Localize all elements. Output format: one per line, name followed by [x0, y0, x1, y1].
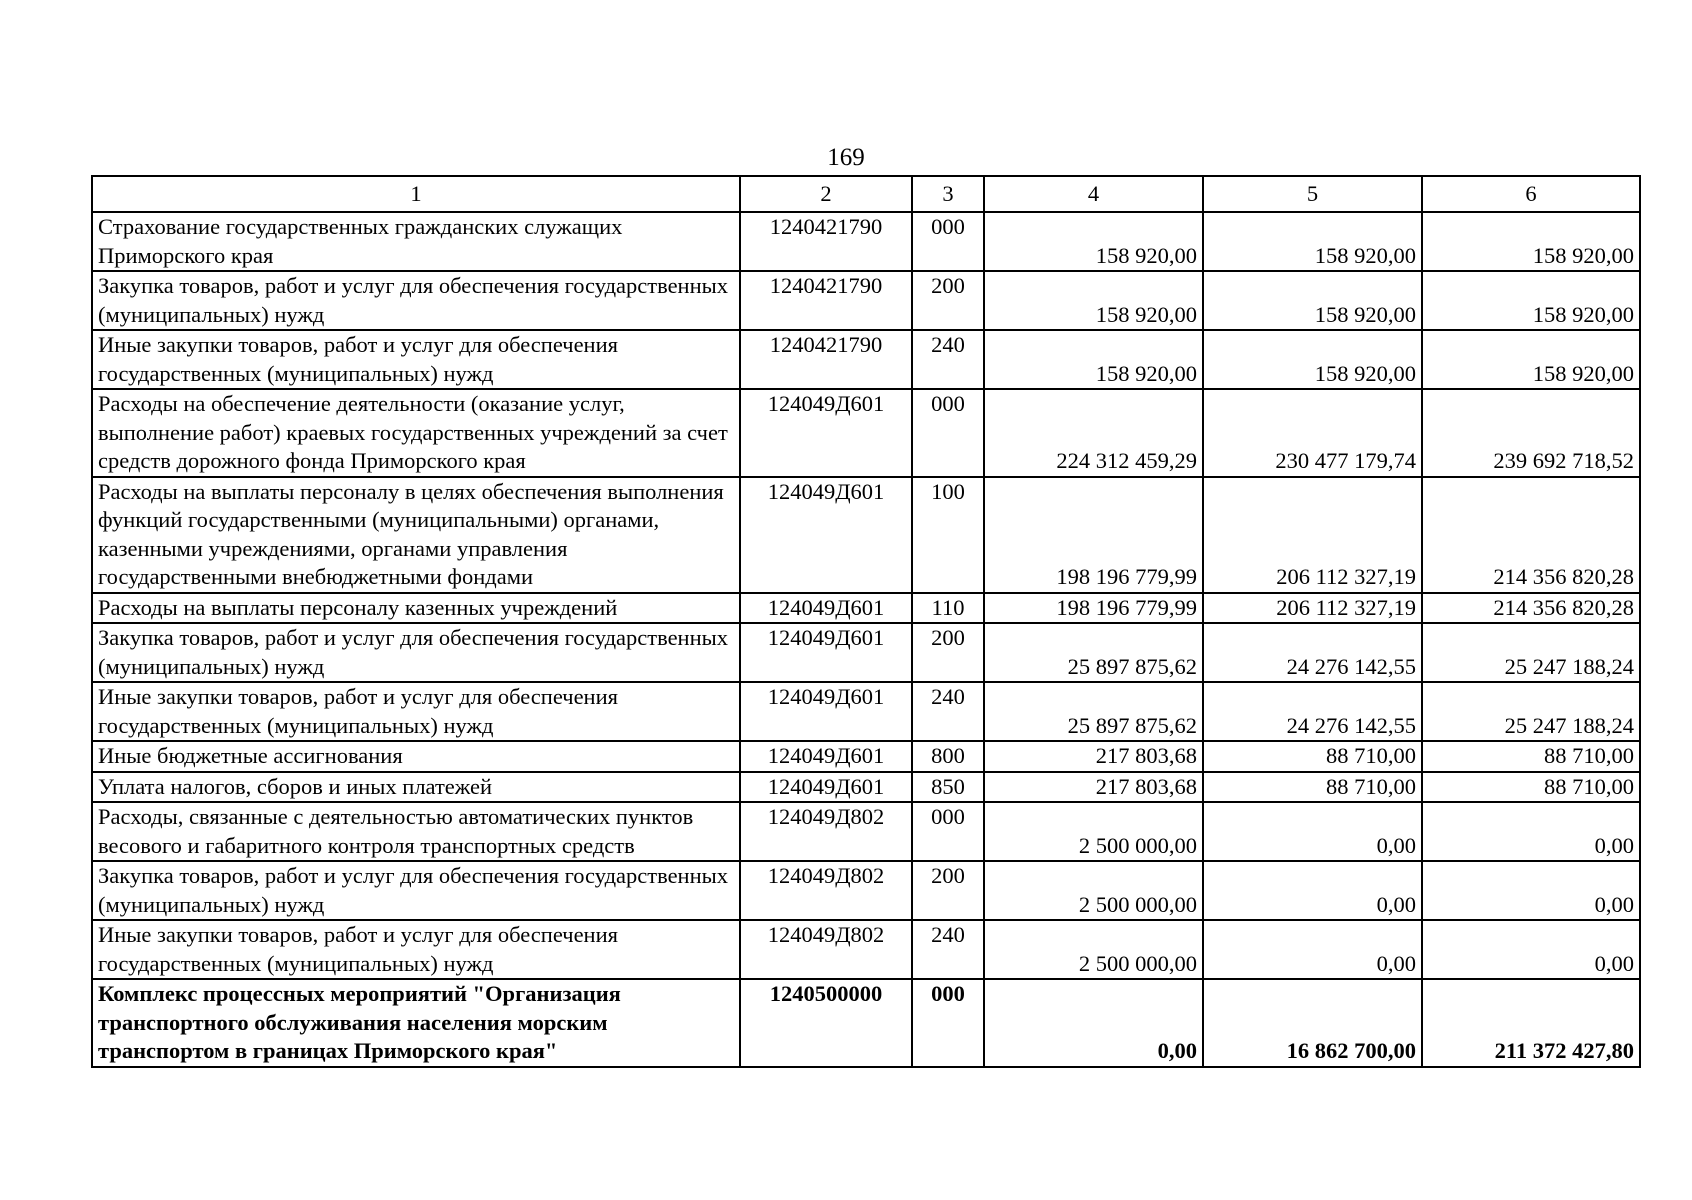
row-amount-col5: 88 710,00 [1203, 772, 1422, 803]
row-kvr-cell: 200 [912, 271, 984, 330]
row-name-cell: Расходы на выплаты персоналу казенных учреждений [92, 593, 740, 624]
row-amount-col6: 25 247 188,24 [1422, 682, 1640, 741]
column-header-6: 6 [1422, 176, 1640, 212]
row-name-cell: Закупка товаров, работ и услуг для обеспечения государственных (муниципальных) нужд [92, 623, 740, 682]
row-amount-col4: 25 897 875,62 [984, 623, 1203, 682]
row-amount-col4: 0,00 [984, 979, 1203, 1067]
row-amount-col5: 16 862 700,00 [1203, 979, 1422, 1067]
row-amount-col4: 217 803,68 [984, 741, 1203, 772]
row-code-cell: 124049Д802 [740, 802, 912, 861]
row-name-cell: Уплата налогов, сборов и иных платежей [92, 772, 740, 803]
column-header-1: 1 [92, 176, 740, 212]
row-code-cell: 124049Д601 [740, 593, 912, 624]
table-row [92, 593, 1640, 624]
table-row [92, 623, 1640, 682]
row-code-cell: 124049Д601 [740, 741, 912, 772]
table-row [92, 741, 1640, 772]
row-amount-col5: 206 112 327,19 [1203, 593, 1422, 624]
row-amount-col5: 0,00 [1203, 861, 1422, 920]
table-row [92, 979, 1640, 1067]
row-name-cell: Иные бюджетные ассигнования [92, 741, 740, 772]
row-amount-col6: 25 247 188,24 [1422, 623, 1640, 682]
row-amount-col5: 158 920,00 [1203, 271, 1422, 330]
table-row [92, 802, 1640, 861]
table-body [92, 212, 1640, 1067]
row-kvr-cell: 200 [912, 861, 984, 920]
row-name-cell: Закупка товаров, работ и услуг для обеспечения государственных (муниципальных) нужд [92, 271, 740, 330]
row-kvr-cell: 240 [912, 682, 984, 741]
row-name-cell: Иные закупки товаров, работ и услуг для обеспечения государственных (муниципальных) нужд [92, 920, 740, 979]
row-code-cell: 124049Д601 [740, 682, 912, 741]
column-header-3: 3 [912, 176, 984, 212]
row-name-cell: Иные закупки товаров, работ и услуг для обеспечения государственных (муниципальных) нужд [92, 330, 740, 389]
row-name-cell: Расходы, связанные с деятельностью автоматических пунктов весового и габаритного контроля транспортных средств [92, 802, 740, 861]
row-code-cell: 124049Д802 [740, 920, 912, 979]
table-row [92, 861, 1640, 920]
row-amount-col5: 158 920,00 [1203, 212, 1422, 271]
column-header-5: 5 [1203, 176, 1422, 212]
table-row [92, 212, 1640, 271]
row-amount-col6: 239 692 718,52 [1422, 389, 1640, 477]
row-code-cell: 1240500000 [740, 979, 912, 1067]
row-kvr-cell: 000 [912, 212, 984, 271]
row-amount-col6: 0,00 [1422, 802, 1640, 861]
table-row [92, 271, 1640, 330]
row-kvr-cell: 110 [912, 593, 984, 624]
table-row [92, 477, 1640, 593]
row-amount-col4: 2 500 000,00 [984, 861, 1203, 920]
row-code-cell: 124049Д601 [740, 772, 912, 803]
row-kvr-cell: 000 [912, 979, 984, 1067]
row-kvr-cell: 850 [912, 772, 984, 803]
row-amount-col5: 0,00 [1203, 920, 1422, 979]
row-amount-col6: 158 920,00 [1422, 212, 1640, 271]
row-amount-col6: 0,00 [1422, 920, 1640, 979]
column-header-2: 2 [740, 176, 912, 212]
row-code-cell: 124049Д802 [740, 861, 912, 920]
row-name-cell: Комплекс процессных мероприятий "Организация транспортного обслуживания населения морским транспортом в границах Приморского края" [92, 979, 740, 1067]
row-kvr-cell: 100 [912, 477, 984, 593]
row-amount-col5: 230 477 179,74 [1203, 389, 1422, 477]
row-amount-col4: 158 920,00 [984, 212, 1203, 271]
row-amount-col6: 211 372 427,80 [1422, 979, 1640, 1067]
table-row [92, 920, 1640, 979]
row-code-cell: 124049Д601 [740, 477, 912, 593]
row-name-cell: Страхование государственных гражданских служащих Приморского края [92, 212, 740, 271]
row-amount-col5: 88 710,00 [1203, 741, 1422, 772]
row-kvr-cell: 240 [912, 330, 984, 389]
row-amount-col6: 214 356 820,28 [1422, 593, 1640, 624]
row-amount-col4: 2 500 000,00 [984, 920, 1203, 979]
row-amount-col5: 24 276 142,55 [1203, 682, 1422, 741]
row-code-cell: 124049Д601 [740, 389, 912, 477]
table-row [92, 772, 1640, 803]
row-name-cell: Закупка товаров, работ и услуг для обеспечения государственных (муниципальных) нужд [92, 861, 740, 920]
row-amount-col4: 158 920,00 [984, 271, 1203, 330]
row-amount-col4: 224 312 459,29 [984, 389, 1203, 477]
row-name-cell: Иные закупки товаров, работ и услуг для обеспечения государственных (муниципальных) нужд [92, 682, 740, 741]
row-amount-col5: 158 920,00 [1203, 330, 1422, 389]
row-amount-col4: 25 897 875,62 [984, 682, 1203, 741]
row-amount-col4: 198 196 779,99 [984, 477, 1203, 593]
row-amount-col6: 88 710,00 [1422, 741, 1640, 772]
row-amount-col4: 198 196 779,99 [984, 593, 1203, 624]
row-kvr-cell: 000 [912, 389, 984, 477]
row-kvr-cell: 000 [912, 802, 984, 861]
column-header-4: 4 [984, 176, 1203, 212]
row-code-cell: 124049Д601 [740, 623, 912, 682]
row-amount-col6: 214 356 820,28 [1422, 477, 1640, 593]
row-amount-col5: 0,00 [1203, 802, 1422, 861]
row-code-cell: 1240421790 [740, 330, 912, 389]
row-amount-col6: 0,00 [1422, 861, 1640, 920]
row-amount-col4: 158 920,00 [984, 330, 1203, 389]
row-code-cell: 1240421790 [740, 271, 912, 330]
page-number: 169 [827, 144, 865, 171]
row-kvr-cell: 800 [912, 741, 984, 772]
row-amount-col6: 88 710,00 [1422, 772, 1640, 803]
row-name-cell: Расходы на обеспечение деятельности (оказание услуг, выполнение работ) краевых государственных учреждений за счет средств дорожного фонда Приморского края [92, 389, 740, 477]
table-row [92, 389, 1640, 477]
budget-table [91, 175, 1641, 1068]
row-name-cell: Расходы на выплаты персоналу в целях обеспечения выполнения функций государственными (муниципальными) органами, казенными учреждениями, органами управления государственными внебюджетными фондами [92, 477, 740, 593]
table-row [92, 682, 1640, 741]
row-amount-col5: 24 276 142,55 [1203, 623, 1422, 682]
row-amount-col4: 217 803,68 [984, 772, 1203, 803]
row-amount-col5: 206 112 327,19 [1203, 477, 1422, 593]
row-amount-col6: 158 920,00 [1422, 271, 1640, 330]
row-code-cell: 1240421790 [740, 212, 912, 271]
column-number-row [92, 176, 1640, 212]
row-kvr-cell: 240 [912, 920, 984, 979]
row-amount-col4: 2 500 000,00 [984, 802, 1203, 861]
table-row [92, 330, 1640, 389]
row-kvr-cell: 200 [912, 623, 984, 682]
row-amount-col6: 158 920,00 [1422, 330, 1640, 389]
